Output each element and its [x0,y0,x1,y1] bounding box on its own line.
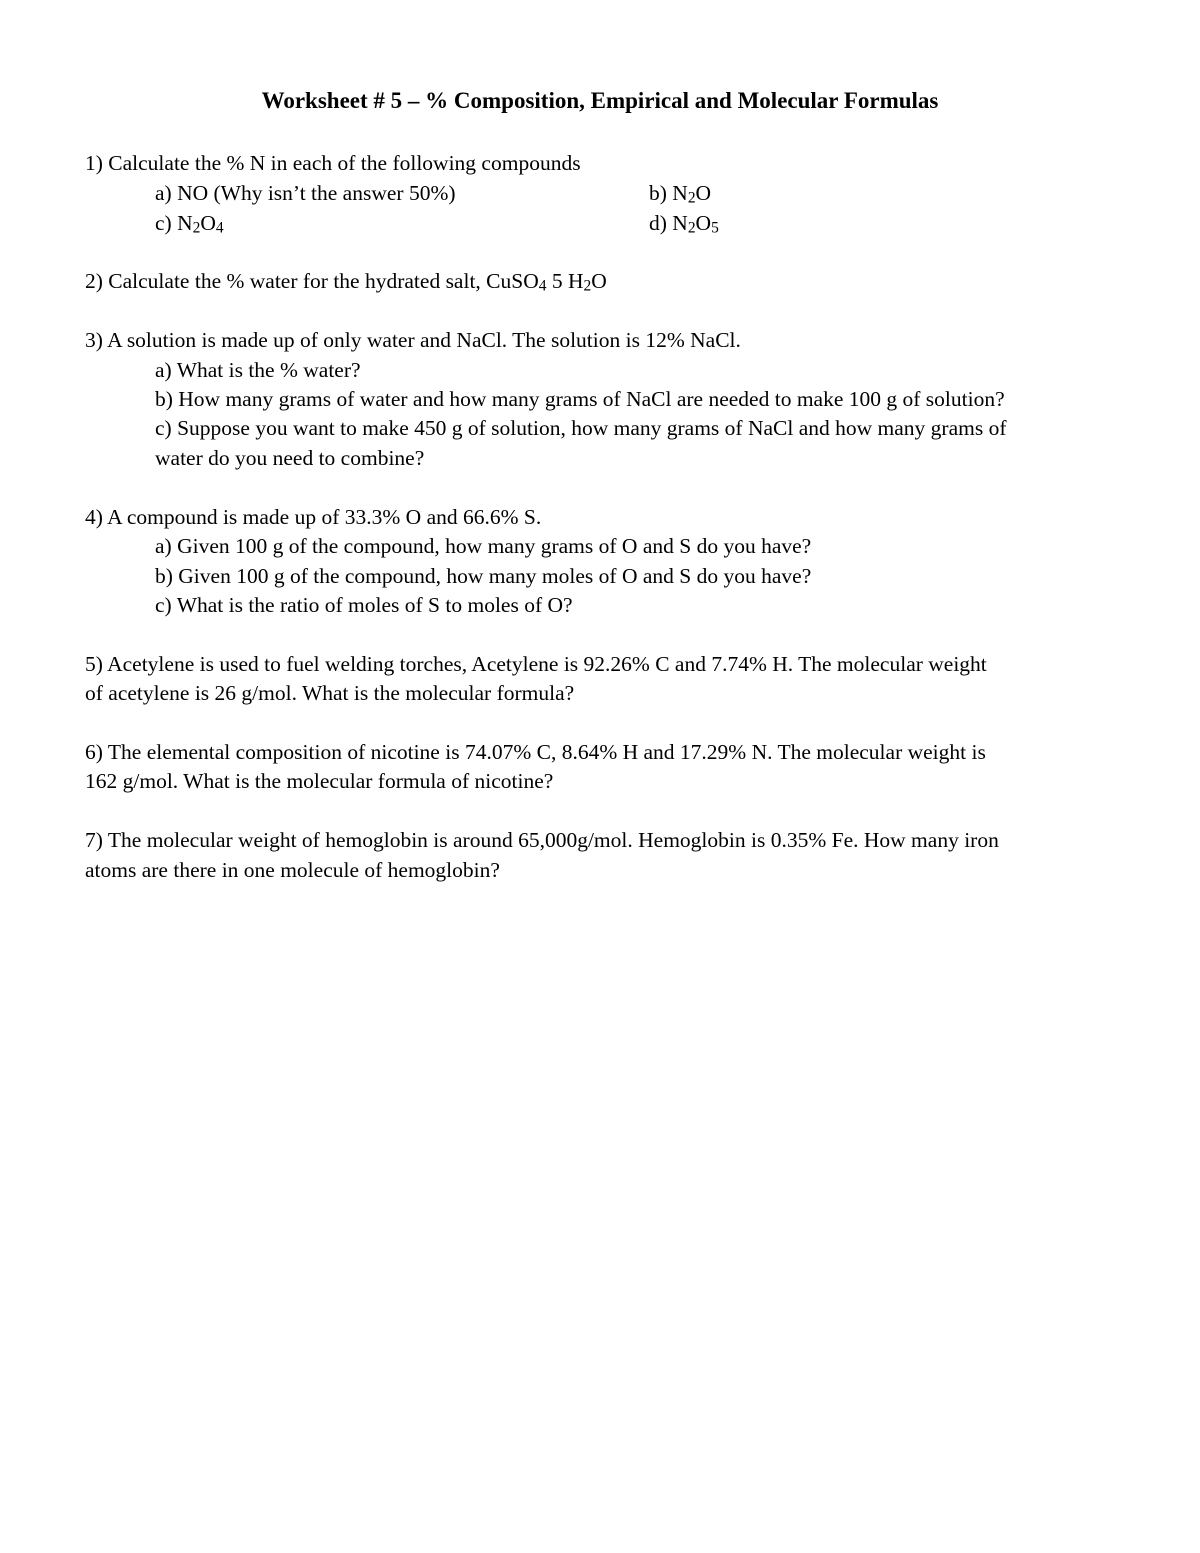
question-4b: b) Given 100 g of the compound, how many moles of O and S do you have? [155,564,812,588]
question-5-continued: of acetylene is 26 g/mol. What is the molecular formula? [85,681,575,705]
question-4c: c) What is the ratio of moles of S to moles of O? [155,593,573,617]
question-7-continued: atoms are there in one molecule of hemoglobin? [85,858,500,882]
question-4a: a) Given 100 g of the compound, how many grams of O and S do you have? [155,534,812,558]
question-2: 2) Calculate the % water for the hydrated salt, CuSO$_4$ 5 $H_2O$ [85,269,607,295]
question-7: 7) The molecular weight of hemoglobin is around 65,000g/mol. Hemoglobin is 0.35% Fe. How many iron [85,828,999,852]
question-5: 5) Acetylene is used to fuel welding torches, Acetylene is 92.26% C and 7.74% H. The molecular weight [85,652,987,676]
question-3c: c) Suppose you want to make 450 g of solution, how many grams of NaCl and how many grams of [155,416,1007,440]
question-1-stem: 1) Calculate the % N in each of the following compounds [85,151,581,175]
question-1a: a) NO (Why isn’t the answer 50%) [155,181,456,205]
question-6-continued: 162 g/mol. What is the molecular formula of nicotine? [85,769,554,793]
question-3b: b) How many grams of water and how many grams of NaCl are needed to make 100 g of solution? [155,387,1005,411]
question-3c-continued: water do you need to combine? [155,446,425,470]
question-4-stem: 4) A compound is made up of 33.3% O and 66.6% S. [85,505,542,529]
question-6: 6) The elemental composition of nicotine is 74.07% C, 8.64% H and 17.29% N. The molecular weight is [85,740,986,764]
question-3a: a) What is the % water? [155,358,361,382]
question-1b: b) $N_2O$ [649,181,712,207]
question-1d: d) $N_2O_5$ [649,211,719,237]
question-3-stem: 3) A solution is made up of only water and NaCl. The solution is 12% NaCl. [85,328,741,352]
worksheet-title: Worksheet # 5 – % Composition, Empirical and Molecular Formulas [261,88,939,113]
question-1c: c) $N_2O_4$ [155,211,224,237]
